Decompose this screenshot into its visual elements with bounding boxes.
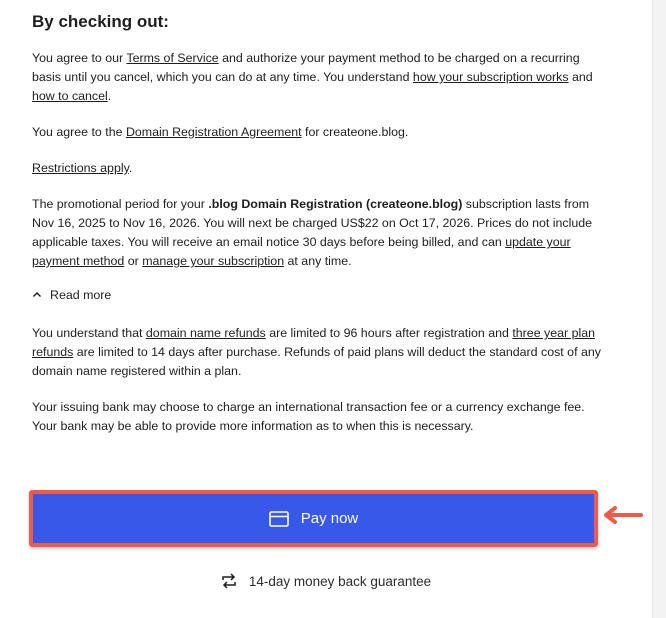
text: and authorize your payment method to be charged on a recurring basis until you cancel, which you can do at any time. You understand (32, 51, 580, 84)
bank-fee-paragraph: Your issuing bank may choose to charge an international transaction fee or a currency exchange fee. Your bank may be able to provide more information as to when this is necessary. (32, 400, 585, 433)
text: The promotional period for your (32, 197, 209, 211)
read-more-label: Read more (50, 288, 112, 302)
text: and (568, 70, 593, 84)
arrow-pointer-icon (603, 505, 645, 525)
domain-registration-agreement-link[interactable]: Domain Registration Agreement (125, 125, 302, 139)
domain-refunds-link[interactable]: domain name refunds (145, 326, 266, 340)
text: for createone.blog. (301, 125, 409, 139)
promotion-paragraph (32, 195, 602, 271)
pay-button-highlight (29, 490, 598, 547)
pay-now-label: Pay now (300, 510, 359, 527)
chevron-up-icon (32, 290, 42, 300)
money-back-guarantee (0, 572, 652, 590)
read-more-toggle[interactable] (32, 288, 602, 302)
section-heading: By checking out: (32, 12, 169, 31)
domain-agreement-paragraph (32, 123, 602, 142)
text: You agree to our (32, 51, 127, 65)
refunds-paragraph (32, 324, 602, 381)
text: . (128, 161, 133, 175)
text: are limited to 96 hours after registration and (265, 326, 513, 340)
pay-now-button[interactable] (33, 494, 594, 543)
plan-refunds-link[interactable]: three year plan refunds (32, 326, 596, 359)
terms-of-service-link[interactable]: Terms of Service (126, 51, 219, 65)
credit-card-icon (269, 511, 289, 527)
how-to-cancel-link[interactable]: how to cancel (32, 89, 108, 103)
text: are limited to 14 days after purchase. Refunds of paid plans will deduct the standard cost of any domain name registered within a plan. (32, 345, 601, 378)
refresh-arrows-icon (221, 572, 237, 590)
terms-paragraph (32, 49, 602, 106)
text: subscription lasts from Nov 16, 2025 to Nov 16, 2026. You will next be charged US$22 on Oct 17, 2026. Prices do not include applicable taxes. You will receive an email notice 30 days before being billed, and can (32, 197, 593, 249)
restrictions-paragraph (32, 159, 602, 178)
text: You agree to the (32, 125, 126, 139)
restrictions-link[interactable]: Restrictions apply (32, 161, 129, 175)
subscription-works-link[interactable]: how your subscription works (412, 70, 569, 84)
scrollbar[interactable] (652, 0, 666, 618)
text: You understand that (32, 326, 146, 340)
checkout-terms (32, 12, 602, 453)
product-name: .blog Domain Registration (createone.blog) (208, 197, 463, 211)
manage-subscription-link[interactable]: manage your subscription (142, 254, 285, 268)
guarantee-text: 14-day money back guarantee (248, 573, 432, 589)
text: . (107, 89, 112, 103)
text: or (124, 254, 143, 268)
update-payment-link[interactable]: update your payment method (32, 235, 571, 268)
text: at any time. (284, 254, 352, 268)
